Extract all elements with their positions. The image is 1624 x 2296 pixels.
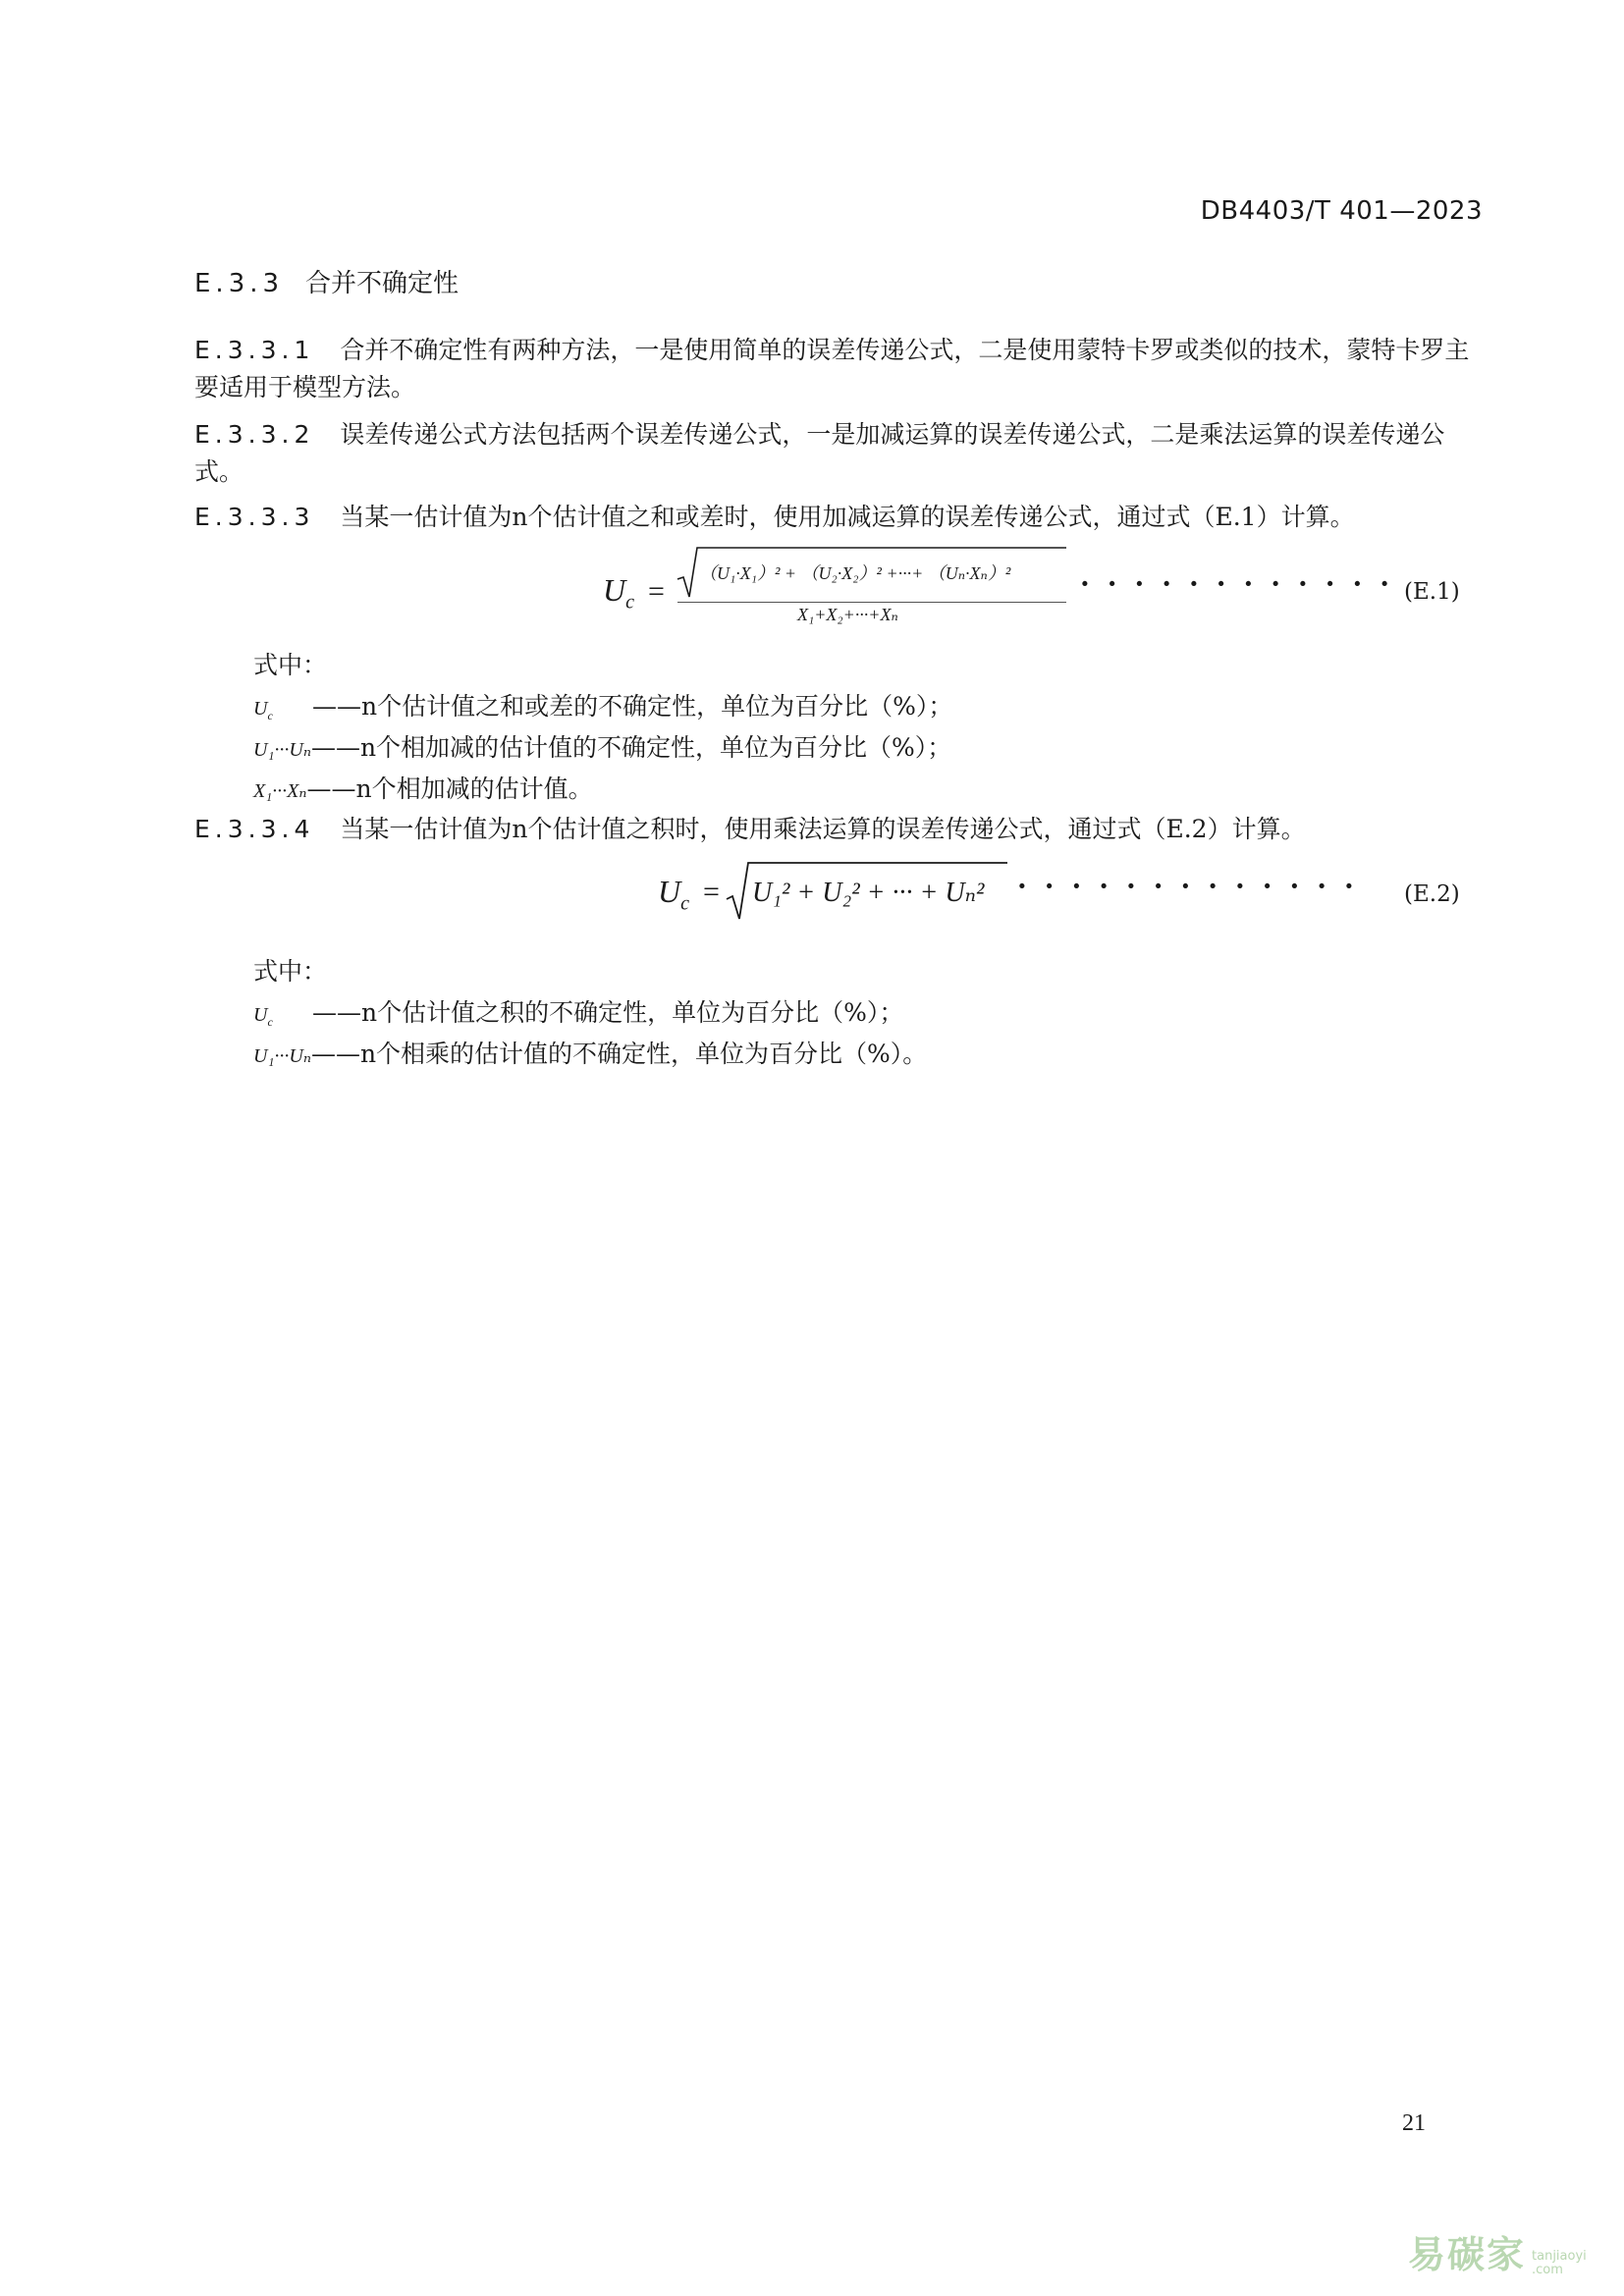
paragraph-text: 当某一估计值为n个估计值之积时，使用乘法运算的误差传递公式，通过式（E.2）计算。	[340, 815, 1306, 843]
standard-code: DB4403/T 401—2023	[1200, 196, 1483, 226]
paragraph-text: 当某一估计值为n个估计值之和或差时，使用加减运算的误差传递公式，通过式（E.1）计算。	[340, 503, 1355, 531]
watermark-domain: tanjiaoyi .com	[1532, 2248, 1587, 2277]
formula-e2-equals: =	[703, 876, 720, 908]
formula-e1-lhs: $U_c$	[603, 572, 634, 614]
where-intro: 式中：	[253, 651, 328, 679]
formula-e2-dots: ·············	[1017, 870, 1372, 902]
where-item: $U_c$ ——n个估计值之积的不确定性，单位为百分比（%）；	[253, 998, 904, 1029]
watermark-logo	[1408, 2224, 1587, 2278]
paragraph-e334	[194, 811, 1471, 848]
formula-e2-label: (E.2)	[1404, 881, 1460, 907]
paragraph-e332	[194, 416, 1471, 491]
where-item: $U_c$ ——n个估计值之和或差的不确定性，单位为百分比（%）；	[253, 692, 953, 722]
formula-e1-label: (E.1)	[1404, 579, 1460, 605]
formula-e1-equals: =	[648, 575, 665, 608]
paragraph-text: 误差传递公式方法包括两个误差传递公式，一是加减运算的误差传递公式，二是乘法运算的误差传递公式。	[194, 420, 1445, 486]
section-title: 合并不确定性	[305, 269, 460, 298]
paragraph-e331	[194, 332, 1471, 406]
formula-e1-numerator: （U₁·X₁）² + （U₂·X₂）² +···+ （Uₙ·Xₙ）²	[699, 563, 1011, 583]
where-item: U₁···Uₙ——n个相加减的估计值的不确定性，单位为百分比（%）；	[253, 733, 952, 762]
where-item: X₁···Xₙ——n个相加减的估计值。	[253, 774, 593, 803]
paragraph-number: E.3.3.4	[194, 815, 315, 843]
watermark-brand: 易碳家	[1408, 2233, 1527, 2276]
paragraph-e333	[194, 499, 1471, 536]
paragraph-number: E.3.3.3	[194, 503, 315, 531]
formula-e1-denominator: X₁+X₂+···+Xₙ	[797, 605, 898, 624]
paragraph-number: E.3.3.2	[194, 420, 315, 449]
paragraph-number: E.3.3.1	[194, 336, 315, 364]
formula-e1-dots: ············	[1080, 567, 1407, 600]
where-intro: 式中：	[253, 957, 328, 986]
paragraph-text: 合并不确定性有两种方法，一是使用简单的误差传递公式，二是使用蒙特卡罗或类似的技术，蒙特卡罗主要适用于模型方法。	[194, 336, 1470, 401]
where-item: U₁···Uₙ——n个相乘的估计值的不确定性，单位为百分比（%）。	[253, 1040, 928, 1068]
formula-e2-lhs: $U_c$	[658, 874, 689, 915]
section-number: E.3.3	[194, 269, 285, 298]
section-heading	[194, 263, 459, 299]
formula-e2-radicand: U₁² + U₂² + ··· + Uₙ²	[752, 878, 985, 908]
page-number: 21	[1402, 2110, 1426, 2136]
